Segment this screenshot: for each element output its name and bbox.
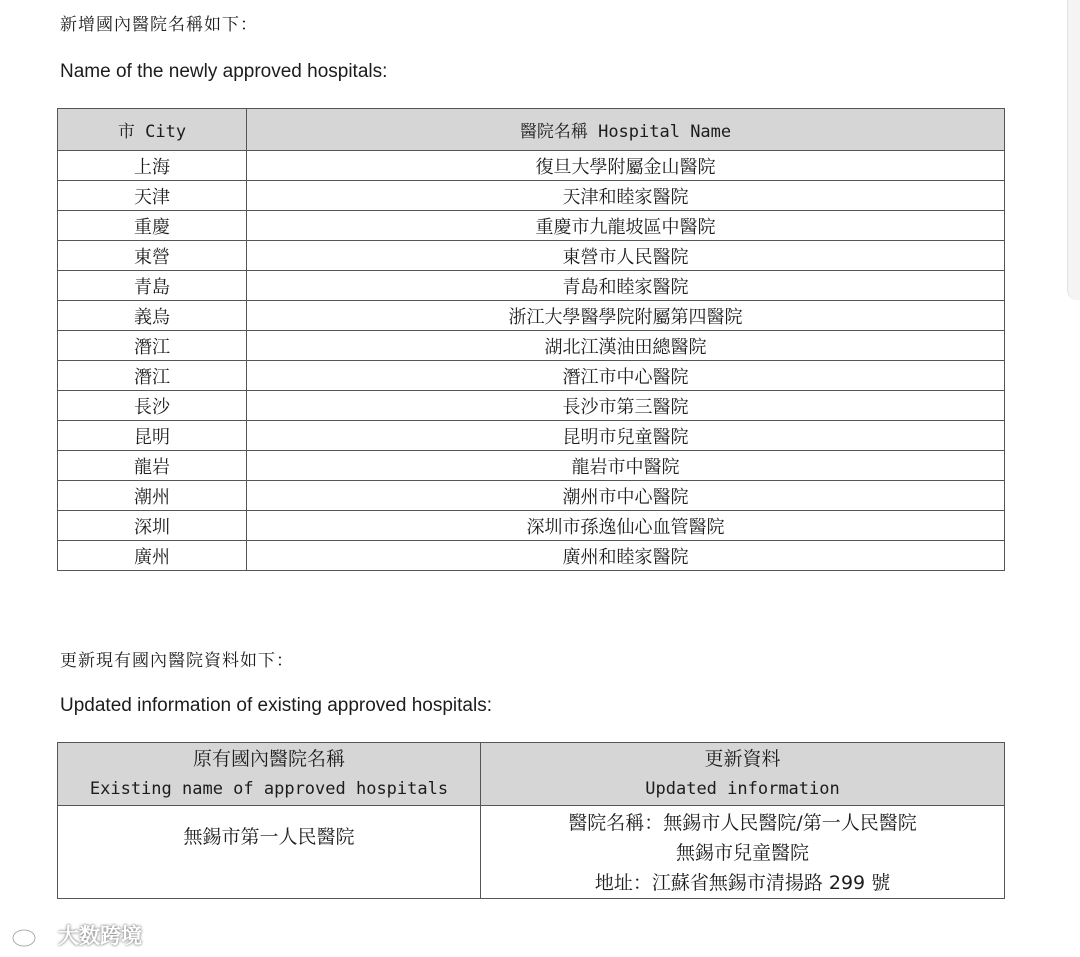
- scrollbar[interactable]: [1067, 0, 1080, 300]
- city-cell: 東營: [58, 241, 247, 271]
- hospital-name-cell: 重慶市九龍坡區中醫院: [247, 211, 1005, 241]
- table-row: [58, 511, 1005, 541]
- table-row: [58, 331, 1005, 361]
- city-cell: 潛江: [58, 361, 247, 391]
- city-cell: 義烏: [58, 301, 247, 331]
- hospital-name-cell: 青島和睦家醫院: [247, 271, 1005, 301]
- update-english-text: Updated information of existing approved hospitals:: [60, 695, 492, 716]
- header-hospital-name: 醫院名稱 Hospital Name: [247, 109, 1005, 151]
- city-cell: 昆明: [58, 421, 247, 451]
- city-cell: 深圳: [58, 511, 247, 541]
- header-updated-info-en: Updated information: [645, 779, 840, 799]
- city-cell: 青島: [58, 271, 247, 301]
- hospital-name-cell: 深圳市孫逸仙心血管醫院: [247, 511, 1005, 541]
- city-cell: 龍岩: [58, 451, 247, 481]
- hospital-name-cell: 龍岩市中醫院: [247, 451, 1005, 481]
- hospital-name-cell: 長沙市第三醫院: [247, 391, 1005, 421]
- watermark: [10, 920, 142, 950]
- table-row: [58, 181, 1005, 211]
- hospital-name-cell: 天津和睦家醫院: [247, 181, 1005, 211]
- header-existing-name-cn: 原有國內醫院名稱: [192, 748, 345, 770]
- new-hospitals-table-body: [58, 151, 1005, 571]
- updated-info-line: 醫院名稱：無錫市人民醫院/第一人民醫院: [568, 812, 917, 834]
- hospital-name-cell: 昆明市兒童醫院: [247, 421, 1005, 451]
- city-cell: 上海: [58, 151, 247, 181]
- weibo-logo-icon: [10, 921, 54, 949]
- header-existing-name: [58, 743, 481, 806]
- watermark-text: 大数跨境: [58, 924, 142, 948]
- table-row: [58, 151, 1005, 181]
- new-hospitals-table: [57, 108, 1005, 571]
- hospital-name-cell: 復旦大學附屬金山醫院: [247, 151, 1005, 181]
- table-row: [58, 481, 1005, 511]
- table-header-row: [58, 109, 1005, 151]
- updated-info-line: 地址：江蘇省無錫市清揚路 299 號: [594, 872, 891, 894]
- city-cell: 天津: [58, 181, 247, 211]
- header-updated-info-cn: 更新資料: [704, 748, 781, 770]
- intro-english-text: Name of the newly approved hospitals:: [60, 61, 388, 82]
- table-row: [58, 241, 1005, 271]
- updated-hospitals-table: [57, 742, 1005, 899]
- city-cell: 潮州: [58, 481, 247, 511]
- table-row: [58, 211, 1005, 241]
- table-row: [58, 806, 1005, 899]
- table-row: [58, 451, 1005, 481]
- city-cell: 重慶: [58, 211, 247, 241]
- table-row: [58, 391, 1005, 421]
- table-row: [58, 421, 1005, 451]
- header-city: 市 City: [58, 109, 247, 151]
- header-existing-name-en: Existing name of approved hospitals: [89, 779, 449, 799]
- hospital-name-cell: 廣州和睦家醫院: [247, 541, 1005, 571]
- hospital-name-cell: 潮州市中心醫院: [247, 481, 1005, 511]
- city-cell: 潛江: [58, 331, 247, 361]
- hospital-name-cell: 浙江大學醫學院附屬第四醫院: [247, 301, 1005, 331]
- table-row: [58, 541, 1005, 571]
- existing-hospital-name: 無錫市第一人民醫院: [58, 806, 481, 899]
- intro-chinese-text: 新增國內醫院名稱如下：: [60, 15, 258, 35]
- table-row: [58, 301, 1005, 331]
- city-cell: 廣州: [58, 541, 247, 571]
- hospital-name-cell: 湖北江漢油田總醫院: [247, 331, 1005, 361]
- table-row: [58, 271, 1005, 301]
- header-updated-info: [481, 743, 1005, 806]
- updated-info-line: 無錫市兒童醫院: [675, 842, 809, 864]
- table-row: [58, 361, 1005, 391]
- city-cell: 長沙: [58, 391, 247, 421]
- updated-info-cell: [481, 806, 1005, 899]
- update-chinese-text: 更新現有國內醫院資料如下：: [60, 651, 294, 671]
- hospital-name-cell: 潛江市中心醫院: [247, 361, 1005, 391]
- hospital-name-cell: 東營市人民醫院: [247, 241, 1005, 271]
- table-header-row: [58, 743, 1005, 806]
